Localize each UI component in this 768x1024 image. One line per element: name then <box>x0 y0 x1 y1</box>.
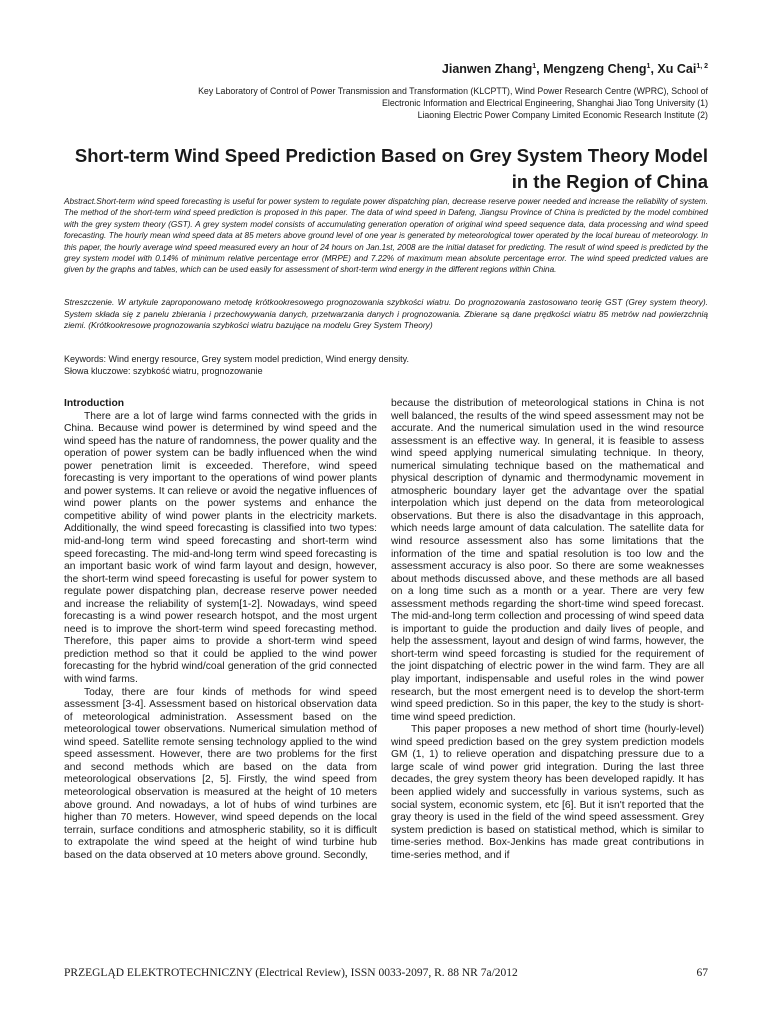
page-footer <box>64 967 708 979</box>
body-paragraph: because the distribution of meteorological stations in China is not well balanced, the results of the wind speed assessment may not be accurate. And the numerical simulation used in the wind resource assessment is an effective way. In general, it is feasible to assess wind speed applying numerical simulating technique. In theory, numerical simulating technique based on the mathematical and physical description of dynamic and thermodynamic movement in atmospheric boundary layer get the advantage over the spatial interpolation which just depend on the data from meteorological observations. But there is also the disadvantage in this approach, which needs large amount of data calculation. The satellite data for wind resource assessment also has some limitations that the information of the time and spatial resolution is too low and the assessment accuracy is also poor. So there are some weaknesses about methods discussed above, and these methods are all based on a long time such as a month or a year. There are very few assessment methods regarding the short-time wind speed forecast. The mid-and-long term collection and processing of wind speed data is important to guide the production and daily lives of people, and help the assessment, layout and design of wind farms, however, the short-term wind speed forcasting is studied for the requirement of the joint dispatching of electric power in the wind farm. They are all play important, indispensable and useful roles in the wind power research, but the most emergent need is to develop the short-term wind speed prediction. So in this paper, the key to the study is short-time wind speed prediction. <box>391 398 704 723</box>
abstract: Abstract.Short-term wind speed forecasting is useful for power system to regulate power dispatching plan, decrease reserve power needed and increase the reliability of system. The method of the short-term wind speed prediction is proposed in this paper. The data of wind speed in Dafeng, Jiangsu Province of China is predicted by the model combined with the grey system theory (GST). A grey system model consists of accumulating generation operation of original wind speed sequence data, data processing and wind speed forecasting. The hourly mean wind speed data at 85 meters above ground level of one year is generated by meteorological tower operated by the local bureau of meteorology. In this paper, the hourly average wind speed measured every an hour of 24 hours on Jan.1st, 2008 are the initial dataset for predicting. The result of wind speed is predicted by the grey system model with 0.14% of minimum relative percentage error (MRPE) and 7.22% of maximum mean absolute percentage error. The wind speed predicted values are given by the graphs and tables, which can be used easily for assessment of short-term wind energy in the different regions within China. <box>64 197 708 275</box>
paper-title: Short-term Wind Speed Prediction Based on Grey System Theory Model in the Region of China <box>74 145 708 192</box>
body-paragraph: There are a lot of large wind farms connected with the grids in China. Because wind power is determined by wind speed and the wind speed has the nature of randomness, the power quality and the operation of power system can be badly influenced when the wind power penetration limit is exceeded. Therefore, wind speed forecasting is very important to the operations of wind power plants and power systems. It can relieve or avoid the negative influences of wind power plants on the power systems and enhance the competitive ability of wind power plants in the electricity markets. Additionally, the wind speed forecasting is classified into two types: mid-and-long term wind speed forecasting and short-term wind speed forecasting. The mid-and-long term wind speed forecasting is an important basic work of wind farm layout and design, however, the short-term wind speed forecasting is useful for power system to regulate power dispatching plan, decrease reserve power needed and increase the reliability of system[1-2]. Nowadays, wind speed forecasting is a wind power research hotspot, and the most urgent need is to improve the short-term wind speed forecasting method. Therefore, this paper aims to provide a short-term wind speed prediction method so that it could be applied to the wind power forecasting for the hybrid wind/coal generation of the grid connected with wind farms. <box>64 410 377 686</box>
author-affiliation-mark: 1 <box>532 62 537 70</box>
body-paragraph: This paper proposes a new method of short time (hourly-level) wind speed prediction based on the grey system prediction models GM (1, 1) to relieve operation and dispatching pressure due to a large scale of wind power grid integration. During the last three decades, the grey system theory has been developed rapidly. It has been applied widely and successfully in various systems, such as social system, economic system, etc [6]. But it isn't reported that the gray theory is used in the field of the wind speed assessment. Grey system prediction is based on statistical method, which is similar to time-series method. Box-Jenkins has made great contributions in time-series method, and if <box>391 724 704 861</box>
author-affiliation-mark: 1, 2 <box>696 62 708 70</box>
affiliation-line: Liaoning Electric Power Company Limited Economic Research Institute (2) <box>417 110 708 120</box>
author-name: Mengzeng Cheng <box>543 62 647 76</box>
author-affiliation-mark: 1 <box>646 62 651 70</box>
author-list: Jianwen Zhang$^1$, Mengzeng Cheng$^1$, Xu Cai$^{1, 2}$ <box>441 62 708 76</box>
polish-abstract: Streszczenie. W artykule zaproponowano metodę krótkookresowego prognozowania szybkości wiatru. Do prognozowania zastosowano teorię GST (Grey system theory). System składa się z panelu zbierania i przechowywania danych, przetwarzania danych i prognozowania. Zbierane są dane prędkości wiatru 85 metrów nad powierzchnią ziemi. (Krótkookresowe prognozowania szybkości wiatru bazujące na modelu Grey System Theory) <box>64 297 708 331</box>
affiliation-line: Electronic Information and Electrical Engineering, Shanghai Jiao Tong University (1) <box>382 98 708 108</box>
keywords-english: Keywords: Wind energy resource, Grey system model prediction, Wind energy density. <box>64 354 409 364</box>
page-number: 67 <box>696 967 708 979</box>
keywords <box>64 353 708 377</box>
author-name: Jianwen Zhang <box>441 62 533 76</box>
body-column-right <box>391 398 704 862</box>
affiliation-line: Key Laboratory of Control of Power Transmission and Transformation (KLCPTT), Wind Power Research Centre (WPRC), School of <box>198 86 708 96</box>
section-heading: Introduction <box>64 398 125 409</box>
journal-citation: PRZEGLĄD ELEKTROTECHNICZNY (Electrical Review), ISSN 0033-2097, R. 88 NR 7a/2012 <box>64 967 518 979</box>
body-column-left <box>64 398 377 862</box>
author-name: Xu Cai <box>657 62 697 76</box>
keywords-polish: Słowa kluczowe: szybkość wiatru, prognozowanie <box>64 366 263 376</box>
affiliations <box>88 85 708 121</box>
body-paragraph: Today, there are four kinds of methods for wind speed assessment [3-4]. Assessment based on historical observation data of meteorological administration. Assessment based on the meteorological tower observations. Numerical simulation method of wind speed. Satellite remote sensing technology applied to the wind speed assessment. However, there are two problems for the first and second methods which are based on the data from meteorological observations [2, 5]. Firstly, the wind speed from meteorological observation is measured at the height of 10 meters above ground. And nowadays, a lot of hubs of wind turbines are higher than 70 meters. However, wind speed depends on the local terrain, surface conditions and atmospheric stability, so it is difficult to extrapolate the wind speed at the height of wind turbine hub based on the data observed at 10 meters above ground. Secondly, <box>64 686 377 861</box>
